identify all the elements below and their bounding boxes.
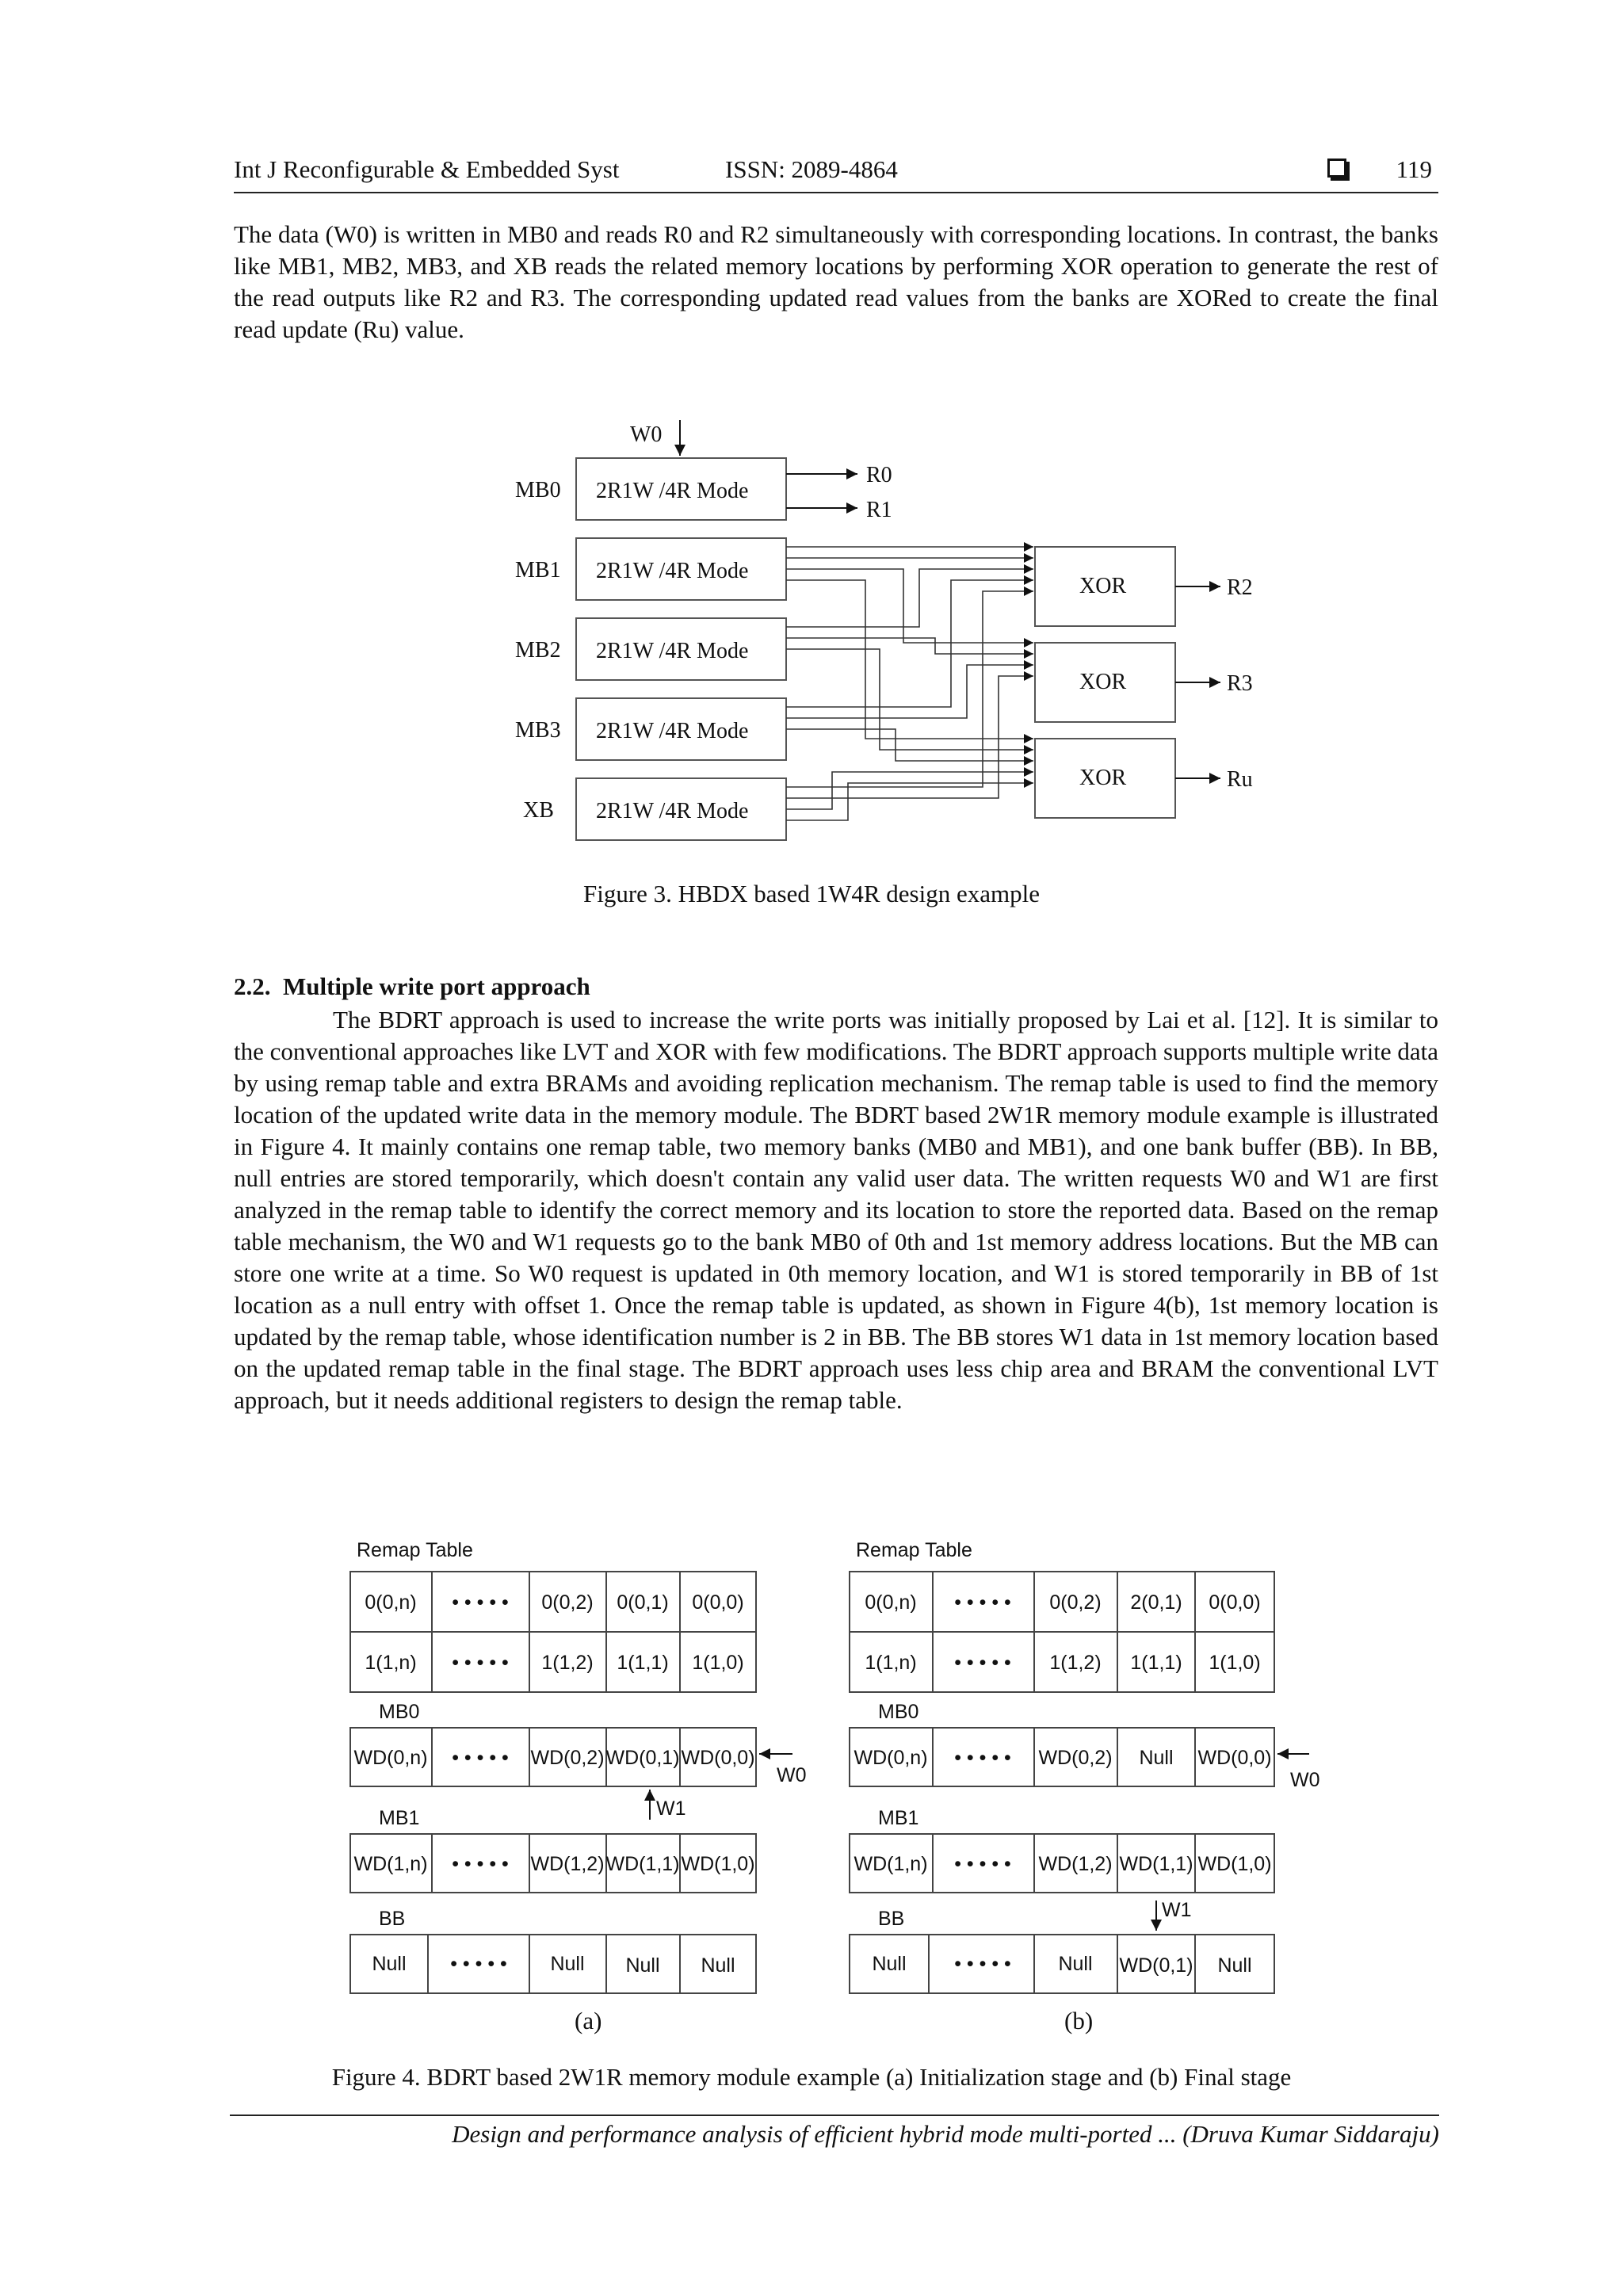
- issn: ISSN: 2089-4864: [725, 155, 898, 183]
- remap-title: Remap Table: [856, 1539, 972, 1561]
- mb0-cell: WD(0,2): [530, 1747, 605, 1769]
- dots: • • • • •: [954, 1652, 1011, 1674]
- fig3-bank-label: MB1: [515, 558, 561, 583]
- remap-cell: 0(0,2): [1049, 1591, 1102, 1614]
- remap-cell: 1(1,0): [692, 1652, 744, 1674]
- remap-cell: 1(1,n): [865, 1652, 917, 1674]
- fig3-xor-label: XOR: [1079, 574, 1127, 598]
- panel-b: [850, 1539, 1320, 2034]
- fig3-mode-label: 2R1W /4R Mode: [596, 559, 749, 583]
- dots: • • • • •: [954, 1591, 1011, 1614]
- mb1-cell: WD(1,1): [1119, 1853, 1193, 1875]
- mb1-cell: WD(1,0): [681, 1853, 755, 1875]
- mb1-cell: WD(1,1): [605, 1853, 680, 1875]
- mb1-label: MB1: [379, 1807, 420, 1829]
- bb-cell: Null: [550, 1953, 585, 1975]
- section-number: 2.2.: [234, 972, 271, 1000]
- dots: • • • • •: [452, 1747, 509, 1769]
- dots: • • • • •: [452, 1853, 509, 1875]
- mb1-cell: WD(1,0): [1197, 1853, 1272, 1875]
- remap-cell: 1(1,1): [1130, 1652, 1182, 1674]
- dots: • • • • •: [452, 1591, 509, 1614]
- dots: • • • • •: [954, 1953, 1011, 1975]
- fig3-xor-output-label: R3: [1227, 671, 1253, 696]
- fig3-bank-label: MB3: [515, 718, 561, 743]
- fig3-bank-label: MB2: [515, 638, 561, 663]
- page-number: 119: [1396, 155, 1432, 183]
- fig3-mode-label: 2R1W /4R Mode: [596, 479, 749, 503]
- remap-cell: 0(0,1): [617, 1591, 669, 1614]
- fig3-xor-label: XOR: [1079, 766, 1127, 790]
- fig3-output-label: R1: [866, 498, 892, 522]
- dots: • • • • •: [450, 1953, 507, 1975]
- mb0-cell: WD(0,n): [854, 1747, 928, 1769]
- dots: • • • • •: [452, 1652, 509, 1674]
- mb0-cell: WD(0,1): [605, 1747, 680, 1769]
- panel-a: [350, 1539, 807, 2034]
- remap-title: Remap Table: [357, 1539, 473, 1561]
- mb1-label: MB1: [878, 1807, 919, 1829]
- remap-cell: 1(1,n): [365, 1652, 417, 1674]
- section-title: Multiple write port approach: [283, 972, 590, 1000]
- mb0-cell: WD(0,n): [353, 1747, 428, 1769]
- figure-4-caption: Figure 4. BDRT based 2W1R memory module example (a) Initialization stage and (b) Final stage: [331, 2063, 1292, 2091]
- mb1-cell: WD(1,n): [353, 1853, 428, 1875]
- w0-label: W0: [777, 1764, 807, 1786]
- bb-cell: Null: [701, 1954, 735, 1977]
- fig3-xor-label: XOR: [1079, 670, 1127, 694]
- mb0-label: MB0: [878, 1701, 919, 1723]
- running-footer: Design and performance analysis of efficient hybrid mode multi-ported ... (Druva Kumar Siddaraju): [452, 2120, 1439, 2148]
- fig3-output-label: R0: [866, 463, 892, 487]
- fig3-w0-label: W0: [630, 422, 663, 447]
- paragraph-1: The data (W0) is written in MB0 and reads R0 and R2 simultaneously with corresponding locations. In contrast, the banks like MB1, MB2, MB3, and XB reads the related memory locations by performing XOR operation to generate the rest of the read outputs like R2 and R3. The corresponding updated read values from the banks are XORed to create the final read update (Ru) value.: [234, 220, 1438, 343]
- remap-cell: 2(0,1): [1130, 1591, 1182, 1614]
- bb-cell: Null: [1058, 1953, 1093, 1975]
- mb0-cell: WD(0,0): [681, 1747, 755, 1769]
- remap-cell: 0(0,0): [692, 1591, 744, 1614]
- footer-rule: [230, 2115, 1439, 2116]
- bb-cell: Null: [372, 1953, 407, 1975]
- bb-cell: Null: [872, 1953, 907, 1975]
- remap-cell: 0(0,n): [365, 1591, 417, 1614]
- fig3-mode-label: 2R1W /4R Mode: [596, 719, 749, 743]
- fig3-bank-label: XB: [523, 798, 554, 823]
- bb-cell: Null: [625, 1954, 660, 1977]
- mb0-cell: WD(0,0): [1197, 1747, 1272, 1769]
- panel-label: (a): [575, 2007, 602, 2034]
- fig3-mode-label: 2R1W /4R Mode: [596, 639, 749, 663]
- dots: • • • • •: [954, 1747, 1011, 1769]
- remap-cell: 1(1,2): [541, 1652, 594, 1674]
- remap-cell: 0(0,n): [865, 1591, 917, 1614]
- bb-label: BB: [878, 1908, 905, 1930]
- bb-cell: WD(0,1): [1119, 1954, 1193, 1977]
- dots: • • • • •: [954, 1853, 1011, 1875]
- remap-cell: 0(0,2): [541, 1591, 594, 1614]
- fig3-mode-label: 2R1W /4R Mode: [596, 799, 749, 823]
- fig3-bank-label: MB0: [515, 478, 561, 502]
- bb-label: BB: [379, 1908, 406, 1930]
- w0-label: W0: [1290, 1769, 1320, 1791]
- mb1-cell: WD(1,n): [854, 1853, 928, 1875]
- figure-3-caption: Figure 3. HBDX based 1W4R design example: [583, 880, 1040, 907]
- fig3-xor-output-label: R2: [1227, 575, 1253, 600]
- w1-label: W1: [1162, 1899, 1192, 1921]
- journal-name: Int J Reconfigurable & Embedded Syst: [234, 155, 620, 183]
- panel-label: (b): [1064, 2007, 1094, 2034]
- w1-label: W1: [656, 1797, 686, 1820]
- paragraph-2: The BDRT approach is used to increase the write ports was initially proposed by Lai et al. [12]. It is similar to the conventional approaches like LVT and XOR with few modifications. The BDRT approach supports multiple write data by using remap table and extra BRAMs and avoiding replication mechanism. The remap table is used to find the memory location of the updated write data in the memory module. The BDRT based 2W1R memory module example is illustrated in Figure 4. It mainly contains one remap table, two memory banks (MB0 and MB1), and one bank buffer (BB). In BB, null entries are stored temporarily, which doesn't contain any valid user data. The written requests W0 and W1 are first analyzed in the remap table to identify the correct memory and its location to store the reported data. Based on the remap table mechanism, the W0 and W1 requests go to the bank MB0 of 0th and 1st memory address locations. But the MB can store one write at a time. So W0 request is updated in 0th memory location, and W1 is stored temporarily in BB of 1st location as a null entry with offset 1. Once the remap table is updated, as shown in Figure 4(b), 1st memory location is updated by the remap table, whose identification number is 2 in BB. The BB stores W1 data in 1st memory location based on the updated remap table in the final stage. The BDRT approach uses less chip area and BRAM the conventional LVT approach, but it needs additional registers to design the remap table.: [234, 1006, 1438, 1414]
- fig3-xor-output-label: Ru: [1227, 767, 1253, 792]
- remap-cell: 1(1,2): [1049, 1652, 1102, 1674]
- remap-cell: 0(0,0): [1209, 1591, 1261, 1614]
- mb1-cell: WD(1,2): [1038, 1853, 1113, 1875]
- mb1-cell: WD(1,2): [530, 1853, 605, 1875]
- mb0-cell: Null: [1139, 1747, 1174, 1769]
- bb-cell: Null: [1217, 1954, 1252, 1977]
- mb0-label: MB0: [379, 1701, 420, 1723]
- mb0-cell: WD(0,2): [1038, 1747, 1113, 1769]
- remap-cell: 1(1,0): [1209, 1652, 1261, 1674]
- remap-cell: 1(1,1): [617, 1652, 669, 1674]
